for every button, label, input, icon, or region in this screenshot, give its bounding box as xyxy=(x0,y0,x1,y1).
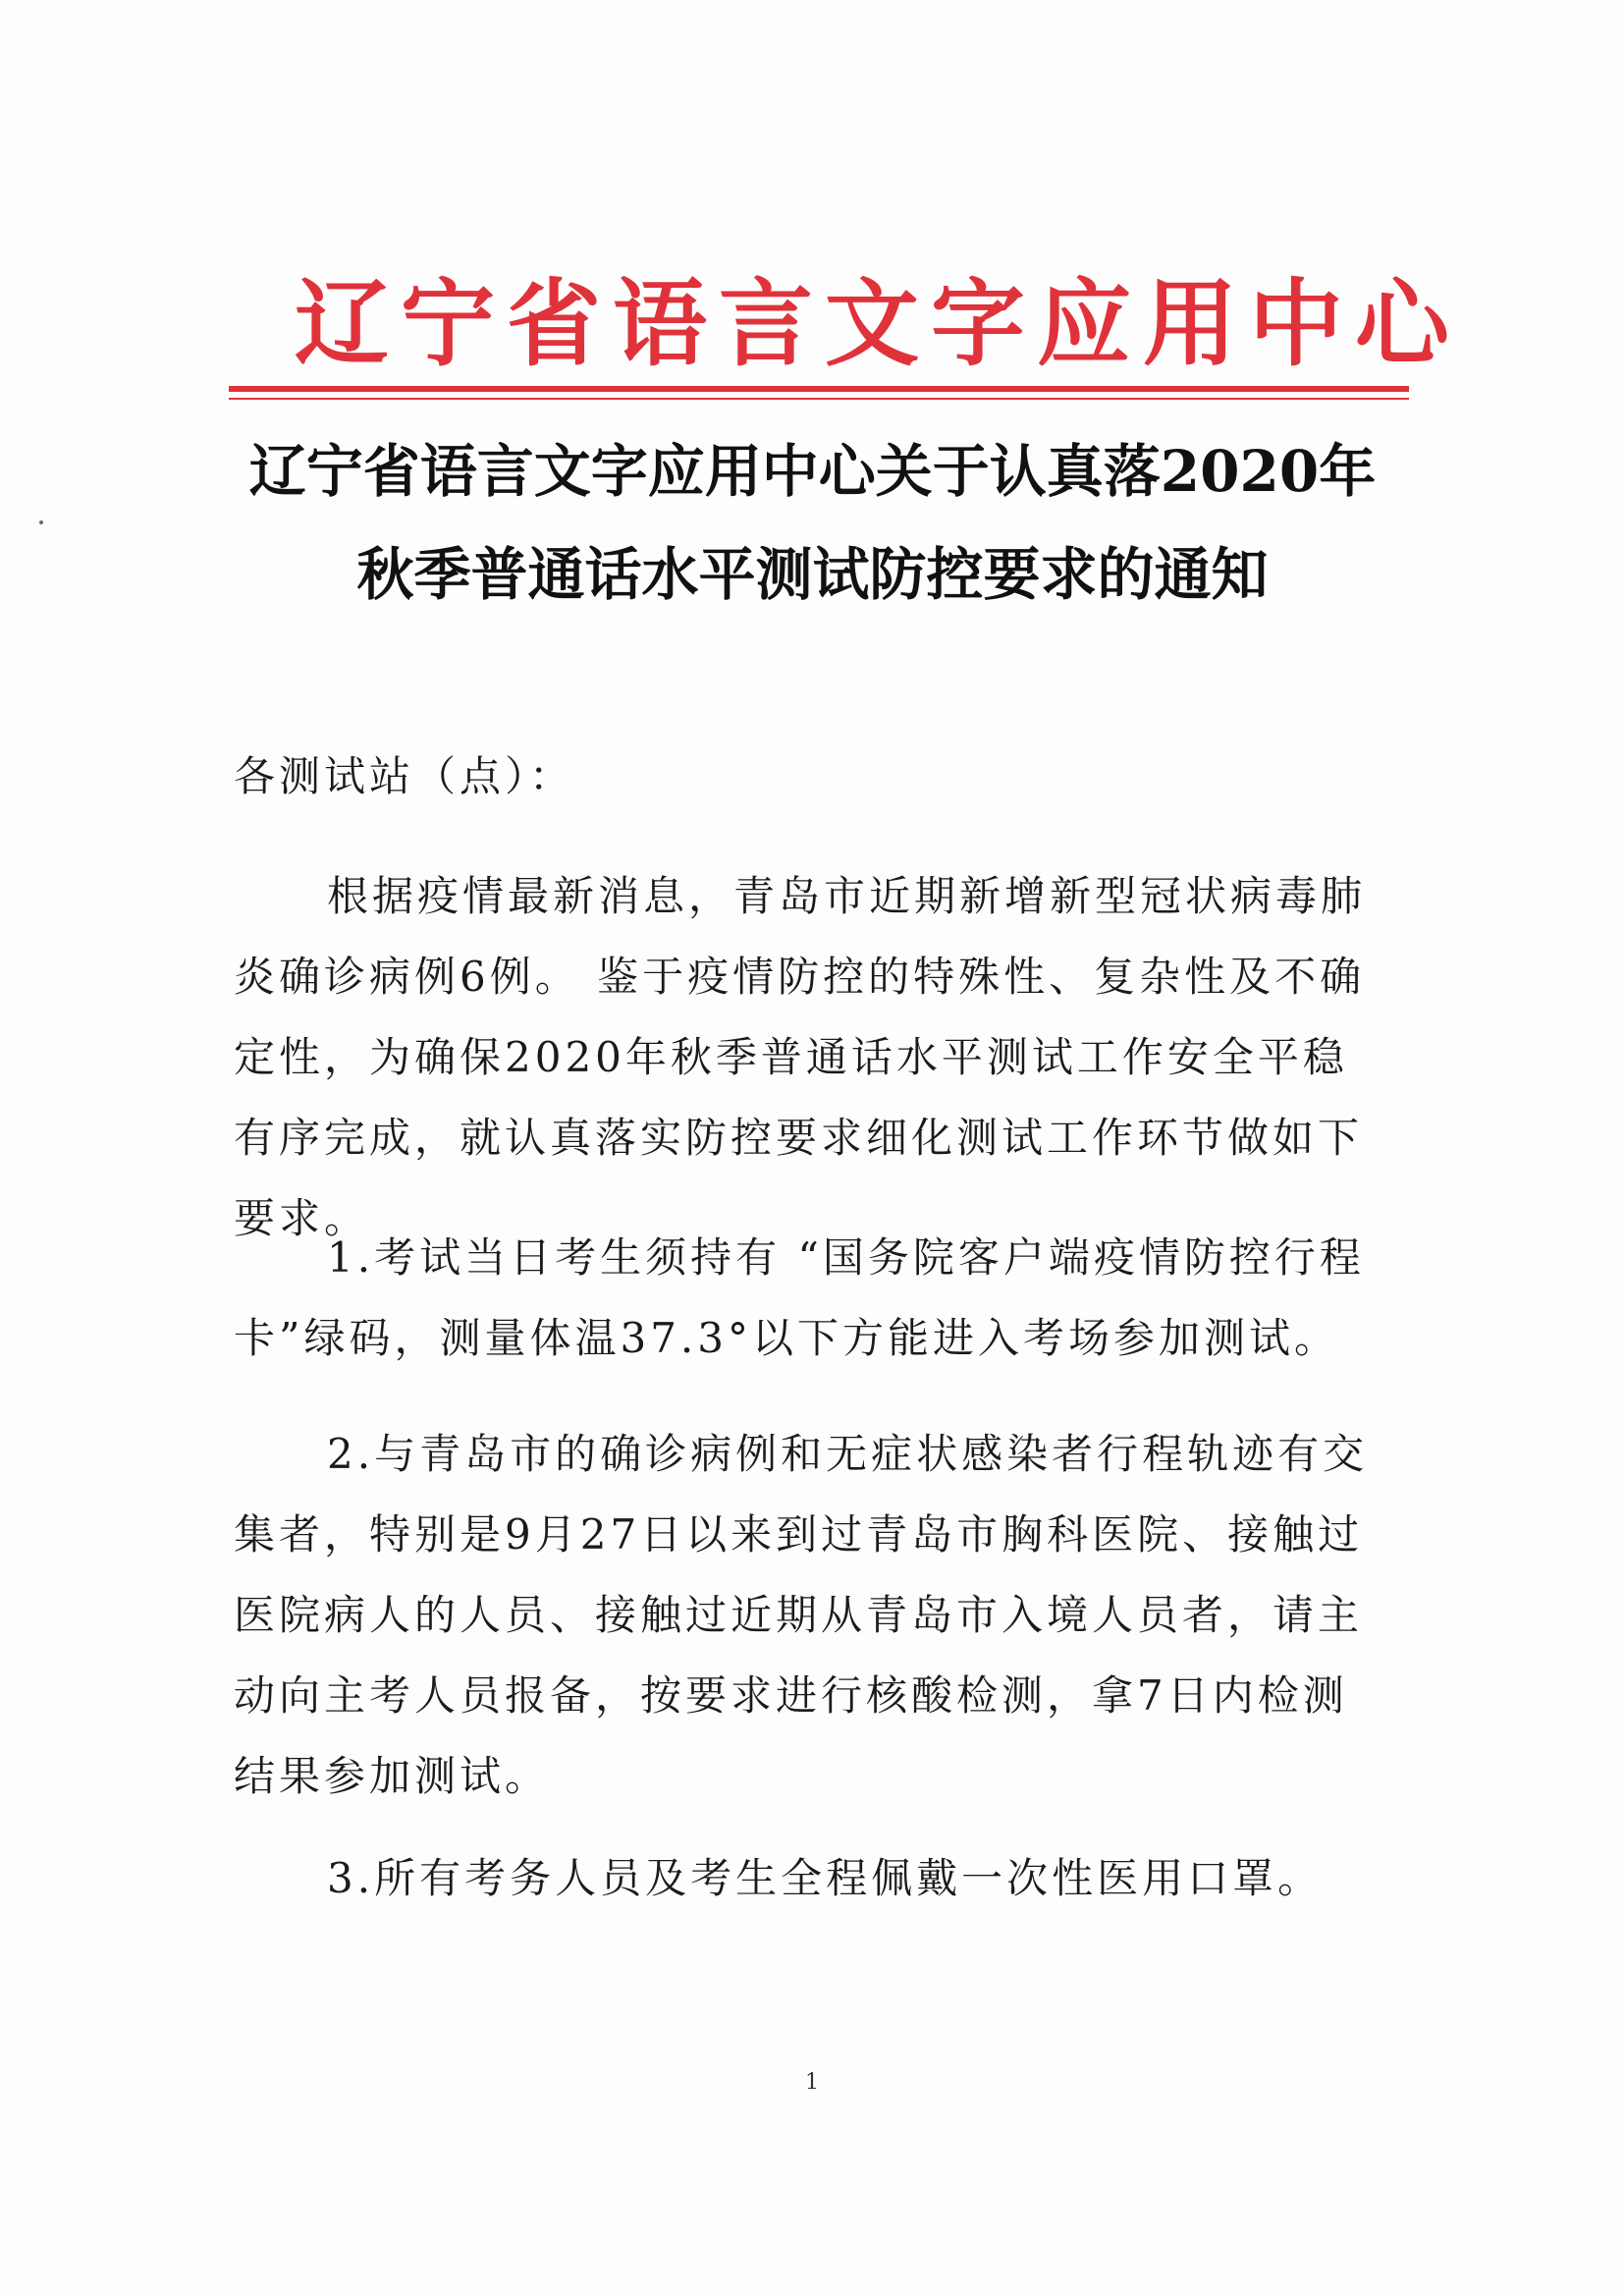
document-title-line-2: 秋季普通话水平测试防控要求的通知 xyxy=(356,541,1269,608)
letterhead-rule-thick xyxy=(229,386,1409,392)
paragraph-item-3: 3.所有考务人员及考生全程佩戴一次性医用口罩。 xyxy=(327,1854,1324,1902)
scan-speck xyxy=(39,520,43,524)
page-number: 1 xyxy=(805,2070,819,2095)
paragraph-item-2: 2.与青岛市的确诊病例和无症状感染者行程轨迹有交集者，特别是9月27日以来到过青岛市胸科医院、接触过医院病人的人员、接触过近期从青岛市入境人员者，请主动向主考人员报备，按要求进行核酸检测，拿7日内检测结果参加测试。 xyxy=(234,1430,1369,1800)
paragraph-intro: 根据疫情最新消息，青岛市近期新增新型冠状病毒肺炎确诊病例6例。 鉴于疫情防控的特殊性、复杂性及不确定性，为确保2020年秋季普通话水平测试工作安全平稳有序完成，就认真落实防控要求细化测试工作环节做如下要求。 xyxy=(234,872,1367,1242)
document-title-line-1: 辽宁省语言文字应用中心关于认真落2020年 xyxy=(248,438,1377,505)
salutation: 各测试站（点）： xyxy=(234,752,575,800)
paragraph-item-1: 1.考试当日考生须持有 “国务院客户端疫情防控行程卡”绿码，测量体温37.3°以下方能进入考场参加测试。 xyxy=(234,1233,1365,1362)
letterhead-rule-thin xyxy=(229,398,1409,400)
letterhead-org-name: 辽宁省语言文字应用中心 xyxy=(295,268,1461,379)
